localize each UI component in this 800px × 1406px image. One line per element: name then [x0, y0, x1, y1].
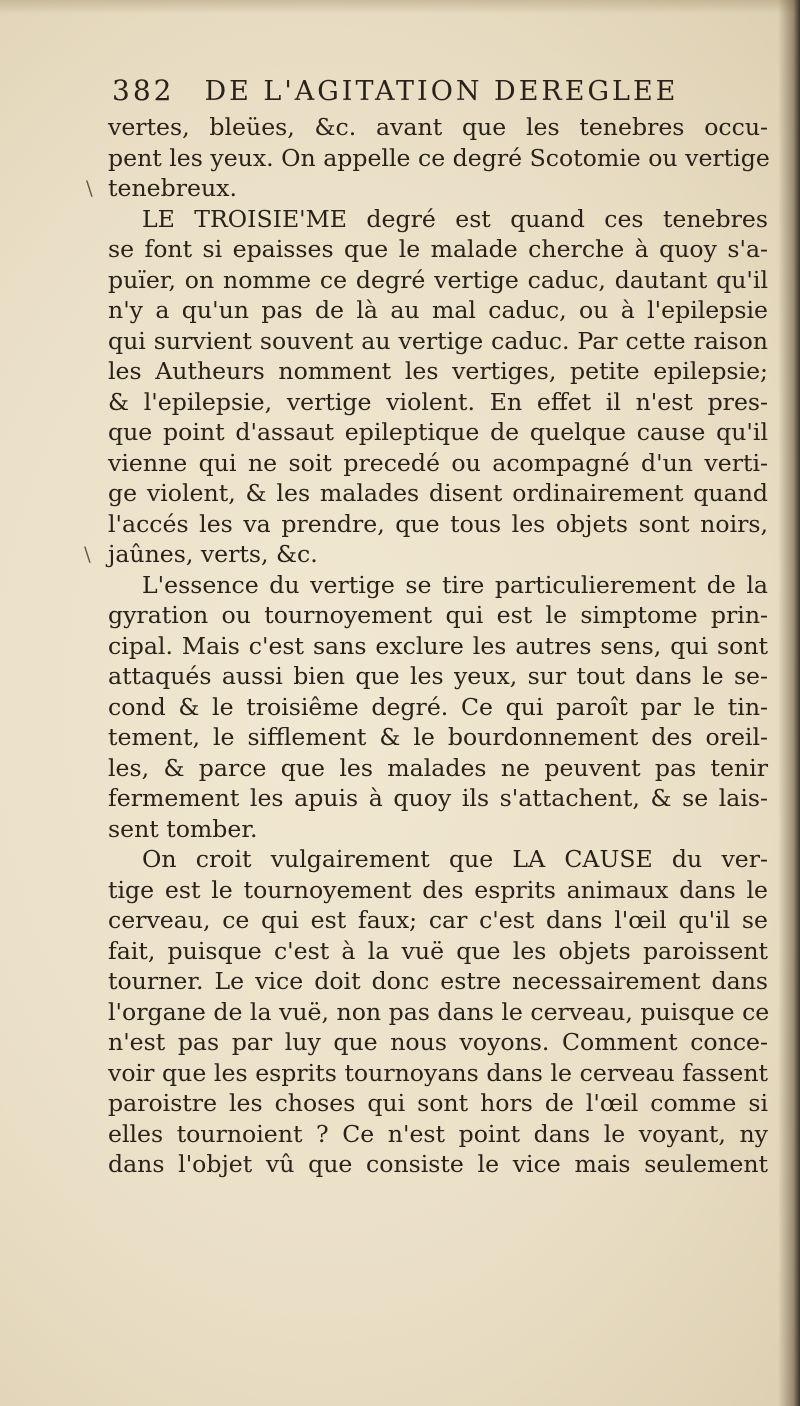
text-line: attaqués aussi bien que les yeux, sur tout dans le se-	[108, 662, 768, 690]
body-text	[108, 112, 768, 1180]
text-line: vienne qui ne soit precedé ou acompagné d'un verti-	[108, 448, 768, 477]
text-line: voir que les esprits tournoyans dans le cerveau fassent	[108, 1058, 768, 1087]
text-line: n'est pas par luy que nous voyons. Comment conce-	[108, 1028, 768, 1056]
text-line: l'organe de la vuë, non pas dans le cerveau, puisque ce	[108, 997, 770, 1026]
text-line: les, & parce que les malades ne peuvent pas tenir	[108, 753, 768, 782]
page-gutter-shadow	[778, 0, 800, 1406]
text-line: tement, le sifflement & le bourdonnement des oreil-	[108, 723, 768, 751]
text-line: & l'epilepsie, vertige violent. En effet il n'est pres-	[108, 387, 768, 416]
running-title: DE L'AGITATION DEREGLEE	[204, 76, 679, 107]
margin-mark: \	[86, 176, 93, 200]
page-top-shadow	[0, 0, 800, 14]
margin-mark: \	[84, 542, 91, 566]
text-line: pent les yeux. On appelle ce degré Scotomie ou vertige	[108, 143, 770, 172]
text-line: LE TROISIE'ME degré est quand ces tenebres	[142, 204, 768, 233]
text-line: que point d'assaut epileptique de quelque cause qu'il	[108, 418, 768, 446]
text-line: paroistre les choses qui sont hors de l'œil comme si	[108, 1089, 768, 1117]
text-line: ge violent, & les malades disent ordinairement quand	[108, 479, 768, 507]
text-line: cipal. Mais c'est sans exclure les autres sens, qui sont	[108, 631, 768, 660]
text-line: elles tournoient ? Ce n'est point dans le voyant, ny	[108, 1119, 768, 1148]
running-header	[112, 74, 712, 114]
text-line: fermement les apuis à quoy ils s'attachent, & se lais-	[108, 784, 768, 812]
text-line: tige est le tournoyement des esprits animaux dans le	[108, 875, 768, 904]
text-line: sent tomber.	[108, 814, 258, 843]
text-line: se font si epaisses que le malade cherche à quoy s'a-	[108, 235, 768, 263]
text-line: les Autheurs nomment les vertiges, petite epilepsie;	[108, 357, 768, 385]
text-line: L'essence du vertige se tire particulierement de la	[142, 570, 768, 599]
text-line: l'accés les va prendre, que tous les objets sont noirs,	[108, 509, 768, 538]
text-line: gyration ou tournoyement qui est le simptome prin-	[108, 601, 768, 629]
text-line: dans l'objet vû que consiste le vice mais seulement	[108, 1150, 768, 1178]
text-line: tourner. Le vice doit donc estre necessairement dans	[108, 967, 768, 995]
text-line: puïer, on nomme ce degré vertige caduc, dautant qu'il	[108, 265, 768, 294]
text-line: jaûnes, verts, &c.	[108, 540, 318, 568]
text-line: n'y a qu'un pas de là au mal caduc, ou à l'epilepsie	[108, 296, 768, 324]
text-line: cerveau, ce qui est faux; car c'est dans l'œil qu'il se	[108, 906, 768, 934]
text-line: fait, puisque c'est à la vuë que les objets paroissent	[108, 936, 768, 965]
text-line: On croit vulgairement que LA CAUSE du ver-	[142, 845, 768, 873]
text-line: cond & le troisiême degré. Ce qui paroît par le tin-	[108, 692, 768, 721]
text-line: tenebreux.	[108, 174, 237, 202]
text-line: qui survient souvent au vertige caduc. Par cette raison	[108, 326, 768, 355]
text-line: vertes, bleües, &c. avant que les tenebres occu-	[108, 113, 768, 141]
page-number: 382	[112, 74, 175, 107]
